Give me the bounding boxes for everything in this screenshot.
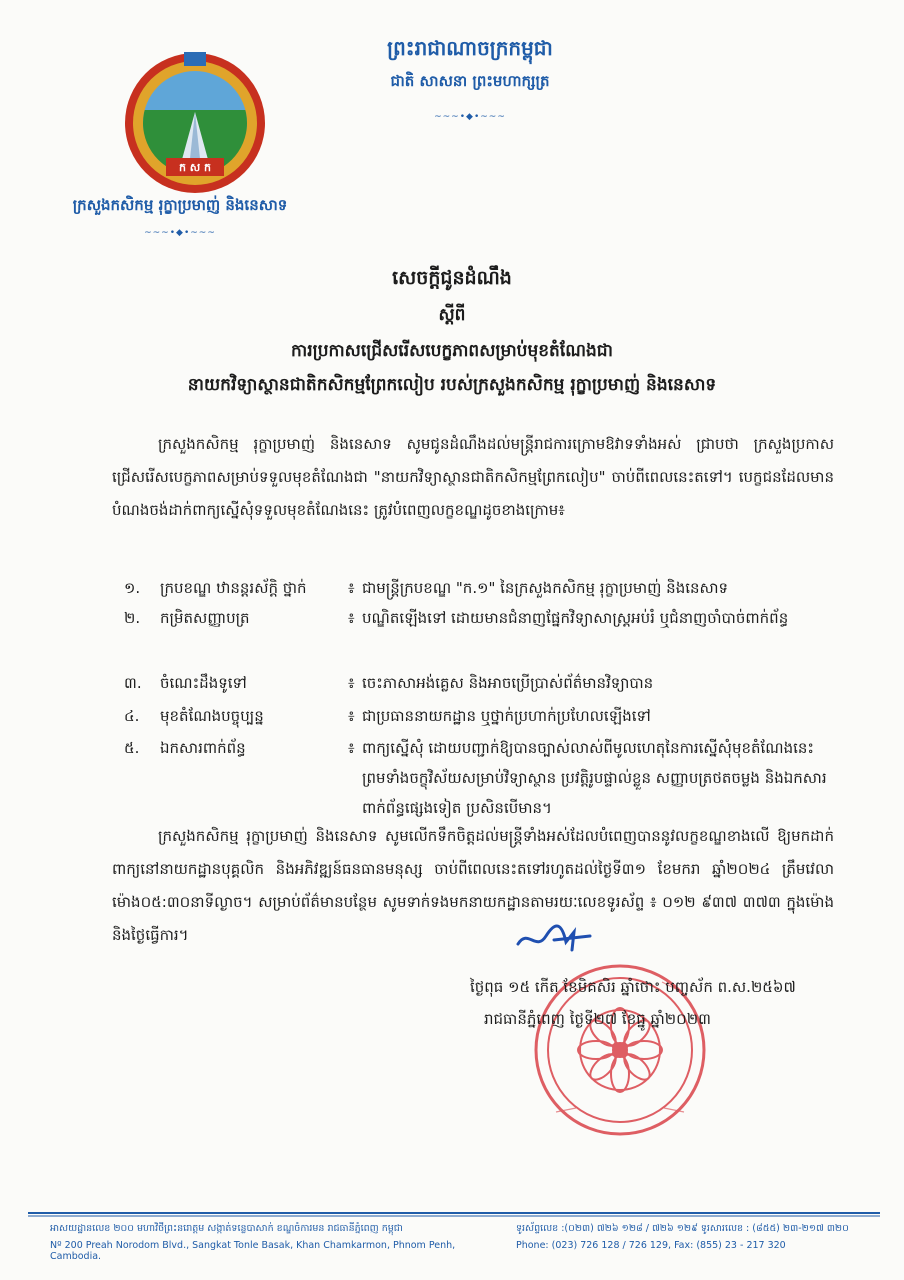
requirement-colon: ៖: [348, 707, 355, 725]
kingdom-heading: ព្រះរាជាណាចក្រកម្ពុជា: [387, 36, 553, 60]
requirement-number: ២.: [124, 609, 141, 627]
requirement-number: ១.: [124, 579, 141, 597]
ministry-logo-icon: [122, 50, 268, 196]
document-title: សេចក្ដីជូនដំណឹង: [392, 267, 512, 289]
national-motto: ជាតិ សាសនា ព្រះមហាក្សត្រ: [390, 72, 550, 90]
requirement-colon: ៖: [348, 674, 355, 692]
footer-divider: [28, 1212, 880, 1217]
requirement-label: មុខតំណែងបច្ចុប្បន្ន: [160, 707, 264, 725]
requirement-value: ជាប្រធាននាយកដ្ឋាន ឬថ្នាក់ប្រហាក់ប្រហែលឡើងទៅ: [362, 707, 651, 725]
requirement-value: ពាក្យស្នើសុំ ដោយបញ្ជាក់ឱ្យបានច្បាស់លាស់ពីមូលហេតុនៃការស្នើសុំមុខតំណែងនេះ ព្រមទាំងចក្ខុវិស័យសម្រាប់វិទ្យាស្ថាន ប្រវត្តិរូបផ្ទាល់ខ្លួន សញ្ញាបត្រថតចម្លង និងឯកសារពាក់ព័ន្ធផ្សេងទៀត ប្រសិនបើមាន។: [362, 739, 827, 817]
requirement-item: [124, 573, 844, 603]
document-about-label: ស្ដីពី: [438, 305, 466, 325]
footer-phone-english: Phone: (023) 726 128 / 726 129, Fax: (855) 23 - 217 320: [516, 1240, 786, 1251]
requirement-item: [124, 603, 844, 663]
document-subject-line-2: នាយកវិទ្យាស្ថានជាតិកសិកម្មព្រែកលៀប របស់ក្រសួងកសិកម្ម រុក្ខាប្រមាញ់ និងនេសាទ: [187, 375, 717, 395]
requirement-label: ឯកសារពាក់ព័ន្ធ: [160, 739, 246, 757]
footer-address-english: Nº 200 Preah Norodom Blvd., Sangkat Tonle Basak, Khan Chamkarmon, Phnom Penh, Cambodia.: [50, 1240, 456, 1262]
solar-date-line: រាជធានីភ្នំពេញ ថ្ងៃទី២៧ ខែធ្នូ ឆ្នាំ២០២៣: [484, 1010, 711, 1028]
ministry-name: ក្រសួងកសិកម្ម រុក្ខាប្រមាញ់ និងនេសាទ: [72, 196, 288, 214]
requirement-value: ជាមន្ត្រីក្របខណ្ឌ "ក.១" នៃក្រសួងកសិកម្ម រុក្ខាប្រមាញ់ និងនេសាទ: [362, 579, 729, 597]
requirement-value: ចេះភាសាអង់គ្លេស និងអាចប្រើប្រាស់ព័ត៌មានវិទ្យាបាន: [362, 674, 654, 692]
logo-text: ក ស ក: [178, 161, 212, 174]
intro-paragraph: ក្រសួងកសិកម្ម រុក្ខាប្រមាញ់ និងនេសាទ សូមជូនដំណឹងដល់មន្ត្រីរាជការក្រោមឱវាទទាំងអស់ ជ្រាបថា ក្រសួងប្រកាសជ្រើសរើសបេក្ខភាពសម្រាប់ទទួលមុខតំណែងជា "នាយកវិទ្យាស្ថានជាតិកសិកម្មព្រែកលៀប" ចាប់ពីពេលនេះតទៅ។ បេក្ខជនដែលមានបំណងចង់ដាក់ពាក្យស្នើសុំទទួលមុខតំណែងនេះ ត្រូវបំពេញលក្ខខណ្ឌដូចខាងក្រោម៖: [112, 435, 834, 519]
footer-phone-khmer: ទូរស័ព្ទលេខ :(០២៣) ៧២៦ ១២៨ / ៧២៦ ១២៩ ទូរសារលេខ : (៨៥៥) ២៣-២១៧ ៣២០: [516, 1223, 849, 1234]
document-subject-line-1: ការប្រកាសជ្រើសរើសបេក្ខភាពសម្រាប់មុខតំណែងជា: [291, 341, 613, 361]
lunar-date-line: ថ្ងៃពុធ ១៥ កើត ខែមិគសិរ ឆ្នាំថោះ បញ្ចស័ក ព.ស.២៥៦៧: [470, 978, 796, 996]
requirement-colon: ៖: [348, 739, 355, 757]
requirement-item: [124, 701, 844, 731]
requirement-value: បណ្ឌិតឡើងទៅ ដោយមានជំនាញផ្នែកវិទ្យាសាស្ត្រអប់រំ ឬជំនាញចាំបាច់ពាក់ព័ន្ធ: [362, 609, 789, 627]
requirement-number: ៣.: [124, 674, 142, 692]
closing-paragraph: ក្រសួងកសិកម្ម រុក្ខាប្រមាញ់ និងនេសាទ សូមលើកទឹកចិត្តដល់មន្ត្រីទាំងអស់ដែលបំពេញបាននូវលក្ខខណ្ឌខាងលើ ឱ្យមកដាក់ពាក្យនៅនាយកដ្ឋានបុគ្គលិក និងអភិវឌ្ឍន៍ធនធានមនុស្ស ចាប់ពីពេលនេះតទៅរហូតដល់ថ្ងៃទី៣១ ខែមករា ឆ្នាំ២០២៤ ត្រឹមវេលាម៉ោង០៥:៣០នាទីល្ងាច។ សម្រាប់ព័ត៌មានបន្ថែម សូមទាក់ទងមកនាយកដ្ឋានតាមរយៈលេខទូរស័ព្ទ ៖ ០១២ ៩៣៧ ៣៧៣ ក្នុងម៉ោង និងថ្ងៃធ្វើការ។: [112, 827, 834, 944]
initials-signature-icon: [514, 918, 594, 958]
ministry-ornament-divider: ~~~•◆•~~~: [144, 228, 216, 238]
requirement-number: ៥.: [124, 739, 140, 757]
requirement-item: [124, 733, 844, 823]
header-ornament-divider: ~~~•◆•~~~: [434, 112, 506, 122]
requirement-item: [124, 668, 844, 698]
requirement-colon: ៖: [348, 609, 355, 627]
requirement-label: កម្រិតសញ្ញាបត្រ: [160, 609, 250, 627]
requirement-label: ចំណេះដឹងទូទៅ: [160, 674, 247, 692]
requirement-label: ក្របខណ្ឌ ឋានន្តរស័ក្តិ ថ្នាក់: [160, 579, 307, 597]
footer-address-khmer: អាសយដ្ឋានលេខ ២០០ មហាវិថីព្រះនរោត្តម សង្កាត់ទន្លេបាសាក់ ខណ្ឌចំការមន រាជធានីភ្នំពេញ កម្ពុជា: [50, 1223, 403, 1234]
requirement-number: ៤.: [124, 707, 140, 725]
requirement-colon: ៖: [348, 579, 355, 597]
